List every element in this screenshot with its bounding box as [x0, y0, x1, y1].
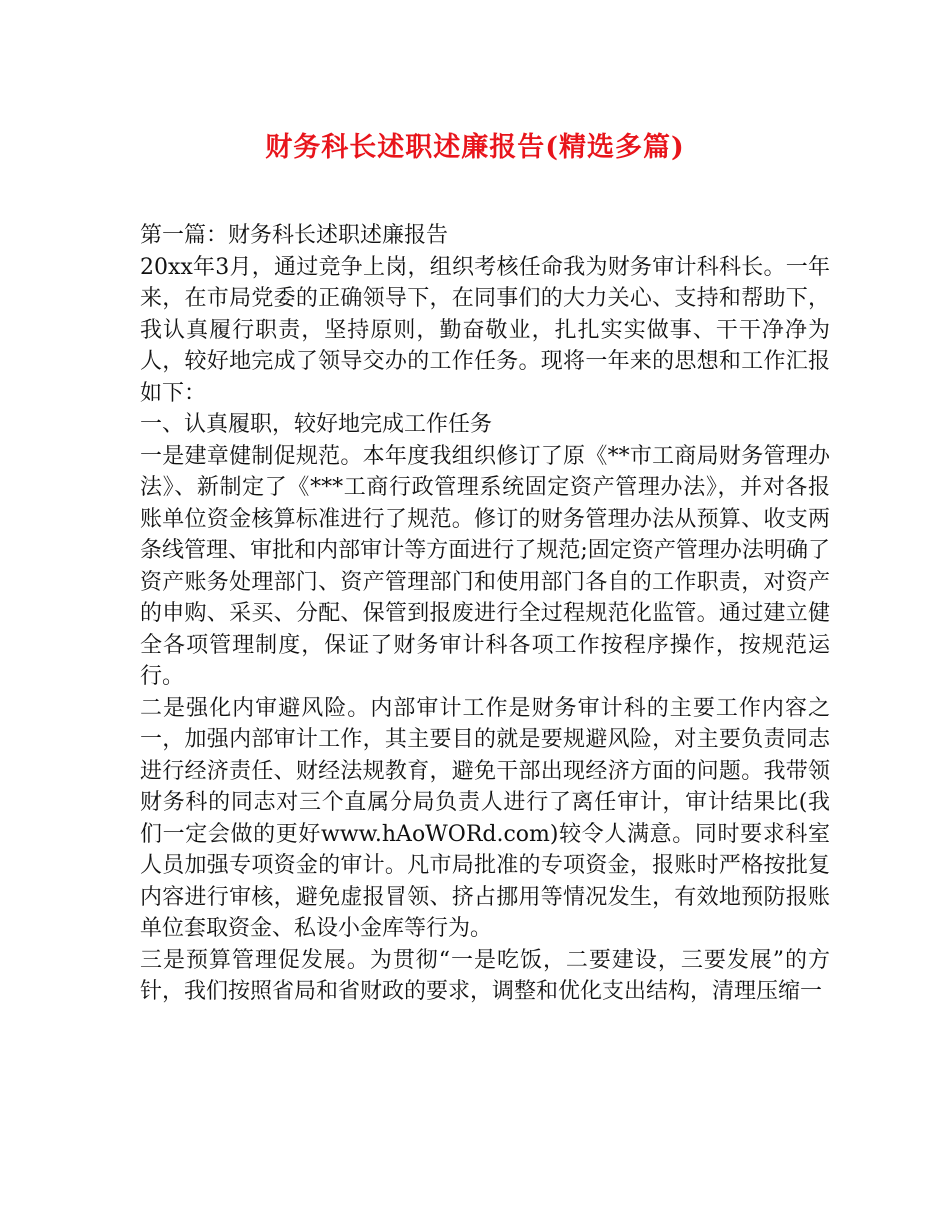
body-paragraph: 20xx年3月，通过竞争上岗，组织考核任命我为财务审计科科长。一年来，在市局党委的正确领导下，在同事们的大力关心、支持和帮助下，我认真履行职责，坚持原则，勤奋敬业，扎扎实实做事、干干净净为人，较好地完成了领导交办的工作任务。现将一年来的思想和工作汇报如下：: [140, 254, 830, 406]
document-title: 财务科长述职述廉报告(精选多篇): [265, 132, 685, 163]
body-paragraph: 三是预算管理促发展。为贯彻“一是吃饭，二要建设，三要发展”的方针，我们按照省局和省财政的要求，调整和优化支出结构，清理压缩一: [140, 947, 830, 1004]
body-paragraph: 一是建章健制促规范。本年度我组织修订了原《**市工商局财务管理办法》、新制定了《***工商行政管理系统固定资产管理办法》，并对各报账单位资金核算标准进行了规范。修订的财务管理办法从预算、收支两条线管理、审批和内部审计等方面进行了规范;固定资产管理办法明确了资产账务处理部门、资产管理部门和使用部门各自的工作职责，对资产的申购、采买、分配、保管到报废进行全过程规范化监管。通过建立健全各项管理制度，保证了财务审计科各项工作按程序操作，按规范运行。: [140, 443, 830, 689]
document-body: [140, 220, 830, 1008]
body-paragraph: 二是强化内审避风险。内部审计工作是财务审计科的主要工作内容之一，加强内部审计工作，其主要目的就是要规避风险，对主要负责同志进行经济责任、财经法规教育，避免干部出现经济方面的问题。我带领财务科的同志对三个直属分局负责人进行了离任审计，审计结果比(我们一定会做的更好www.hAoWORd.com)较令人满意。同时要求科室人员加强专项资金的审计。凡市局批准的专项资金，报账时严格按批复内容进行审核，避免虚报冒领、挤占挪用等情况发生，有效地预防报账单位套取资金、私设小金库等行为。: [140, 695, 830, 941]
subsection-heading: 一、认真履职，较好地完成工作任务: [140, 412, 493, 437]
section-heading: 第一篇：财务科长述职述廉报告: [140, 223, 449, 248]
